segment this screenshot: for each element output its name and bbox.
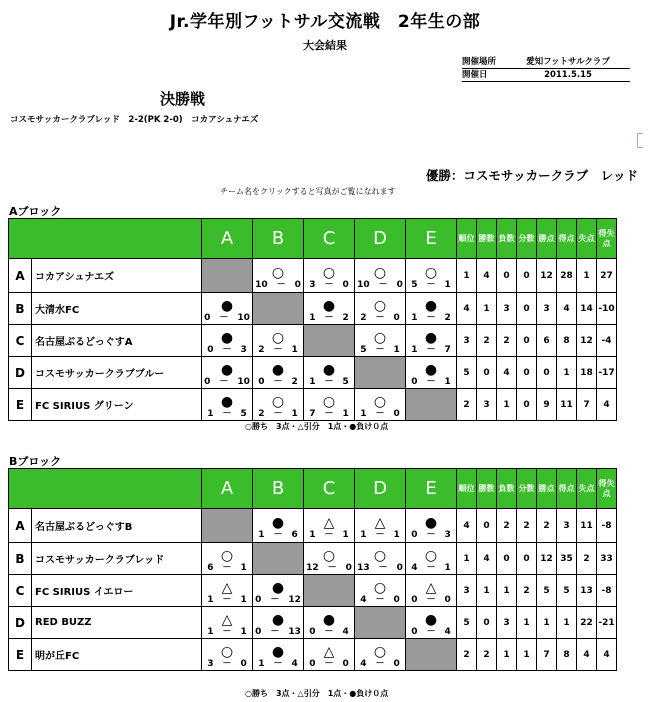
loss-dot-icon: ● [322, 297, 336, 314]
match-result-cell [253, 607, 304, 639]
venue-info [462, 56, 630, 82]
match-result-cell [202, 543, 253, 575]
match-score: 4 － 0 [360, 658, 400, 669]
loss-dot-icon: ● [220, 393, 234, 410]
stat-cell: 1 [537, 607, 557, 639]
match-score: 1 － 0 [360, 408, 400, 419]
stat-header: 失点 [577, 469, 597, 509]
team-name-link[interactable]: 名古屋ぶるどっぐすA [32, 325, 202, 357]
stat-cell: 12 [537, 543, 557, 575]
match-result-cell [253, 509, 304, 543]
stat-cell: 1 [477, 293, 497, 325]
match-result-cell [406, 509, 457, 543]
match-score: 1 － 1 [360, 529, 400, 540]
stat-cell: 6 [537, 325, 557, 357]
block-b-legend: ○勝ち 3点・△引分 1点・●負け０点 [245, 689, 389, 698]
loss-dot-icon: ● [322, 361, 336, 378]
stat-cell: 4 [557, 293, 577, 325]
stat-cell: 12 [537, 259, 557, 293]
self-match-cell [253, 293, 304, 325]
table-row [9, 543, 617, 575]
stat-header: 分数 [517, 469, 537, 509]
stat-cell: 1 [577, 259, 597, 293]
stat-cell: 14 [577, 293, 597, 325]
stat-cell: 28 [557, 259, 577, 293]
stat-cell: 5 [557, 575, 577, 607]
loss-dot-icon: ● [424, 297, 438, 314]
match-score: 0 － 10 [204, 376, 250, 387]
stat-header: 得点 [557, 219, 577, 259]
loss-dot-icon: ● [271, 361, 285, 378]
stat-cell: 18 [577, 357, 597, 389]
column-header-d: D [355, 219, 406, 259]
team-name-link[interactable]: コカアシュナエズ [32, 259, 202, 293]
match-result-cell [406, 357, 457, 389]
stat-cell: 5 [457, 357, 477, 389]
stat-cell: 0 [517, 325, 537, 357]
match-result-cell [253, 325, 304, 357]
match-score: 2 － 1 [258, 408, 298, 419]
stat-cell: 1 [457, 543, 477, 575]
header-team-cell [9, 469, 202, 509]
block-b-table [8, 468, 617, 671]
stat-cell: 35 [557, 543, 577, 575]
stat-cell: 2 [497, 509, 517, 543]
stat-cell: 2 [517, 575, 537, 607]
team-name-link[interactable]: 名古屋ぶるどっぐすB [32, 509, 202, 543]
stat-cell: 4 [477, 543, 497, 575]
match-score: 1 － 5 [309, 376, 349, 387]
match-result-cell [355, 509, 406, 543]
venue-date-label: 開催日 [462, 70, 488, 80]
stat-header: 失点 [577, 219, 597, 259]
stat-cell: 3 [537, 293, 557, 325]
stat-cell: 1 [497, 639, 517, 671]
match-result-cell [355, 639, 406, 671]
stat-cell: 2 [497, 325, 517, 357]
stat-cell: 1 [497, 389, 517, 421]
photo-note: チーム名をクリックすると写真がご覧になれます [220, 187, 396, 196]
match-score: 0 － 4 [309, 626, 349, 637]
stat-cell: 7 [577, 389, 597, 421]
column-header-c: C [304, 219, 355, 259]
table-row [9, 509, 617, 543]
team-name-link[interactable]: コスモサッカークラブブルー [32, 357, 202, 389]
match-score: 4 － 1 [411, 562, 451, 573]
column-header-d: D [355, 469, 406, 509]
stat-cell: 0 [497, 543, 517, 575]
venue-place-row [462, 56, 630, 69]
stat-cell: 4 [597, 639, 617, 671]
final-result: コスモサッカークラブレッド 2-2(PK 2-0) コカアシュナエズ [10, 115, 259, 125]
match-result-cell [355, 543, 406, 575]
match-result-cell [304, 639, 355, 671]
self-match-cell [355, 607, 406, 639]
match-score: 0 － 1 [411, 376, 451, 387]
match-score: 1 － 5 [207, 408, 247, 419]
loss-dot-icon: ● [424, 611, 438, 628]
stat-cell: 5 [457, 607, 477, 639]
block-a-label: Aブロック [9, 205, 62, 218]
match-result-cell [355, 259, 406, 293]
match-score: 1 － 6 [258, 529, 298, 540]
stat-header: 分数 [517, 219, 537, 259]
match-result-cell [304, 259, 355, 293]
match-score: 2 － 1 [258, 344, 298, 355]
stat-header: 順位 [457, 219, 477, 259]
match-score: 1 － 2 [411, 312, 451, 323]
stat-header: 勝点 [537, 469, 557, 509]
stat-header: 負数 [497, 469, 517, 509]
draw-triangle-icon: △ [323, 643, 335, 660]
row-letter: A [9, 259, 32, 293]
stat-cell: 1 [517, 607, 537, 639]
win-circle-icon: ○ [373, 643, 387, 660]
match-score: 1 － 1 [207, 626, 247, 637]
stat-cell: 0 [517, 389, 537, 421]
loss-dot-icon: ● [271, 514, 285, 531]
table-row [9, 325, 617, 357]
match-score: 3 － 0 [207, 658, 247, 669]
match-result-cell [355, 389, 406, 421]
match-result-cell [304, 357, 355, 389]
stat-cell: 4 [577, 639, 597, 671]
match-score: 0 － 13 [255, 626, 301, 637]
self-match-cell [406, 639, 457, 671]
stat-cell: 12 [577, 325, 597, 357]
stat-header: 得失点 [597, 469, 617, 509]
match-result-cell [253, 259, 304, 293]
loss-dot-icon: ● [271, 611, 285, 628]
stat-cell: 4 [457, 293, 477, 325]
stat-cell: 3 [497, 293, 517, 325]
stat-cell: 2 [457, 639, 477, 671]
win-circle-icon: ○ [424, 547, 438, 564]
venue-place-label: 開催場所 [462, 57, 497, 67]
self-match-cell [253, 543, 304, 575]
column-header-a: A [202, 219, 253, 259]
stat-cell: 0 [477, 509, 497, 543]
match-result-cell [253, 357, 304, 389]
stat-cell: 4 [497, 357, 517, 389]
stat-cell: 9 [537, 389, 557, 421]
match-result-cell [406, 293, 457, 325]
row-letter: C [9, 325, 32, 357]
stat-cell: -17 [597, 357, 617, 389]
match-score: 6 － 1 [207, 562, 247, 573]
row-letter: A [9, 509, 32, 543]
match-result-cell [406, 543, 457, 575]
match-score: 1 － 4 [258, 658, 298, 669]
match-score: 7 － 1 [309, 408, 349, 419]
stat-cell: 1 [557, 607, 577, 639]
stat-cell: 7 [537, 639, 557, 671]
column-header-b: B [253, 469, 304, 509]
header-team-cell [9, 219, 202, 259]
win-circle-icon: ○ [271, 393, 285, 410]
match-result-cell [253, 389, 304, 421]
match-score: 2 － 0 [360, 312, 400, 323]
win-circle-icon: ○ [220, 643, 234, 660]
match-score: 0 － 10 [204, 312, 250, 323]
match-score: 1 － 1 [309, 529, 349, 540]
stat-cell: 0 [477, 607, 497, 639]
stat-cell: 3 [497, 607, 517, 639]
stat-cell: 1 [517, 639, 537, 671]
match-score: 5 － 1 [360, 344, 400, 355]
venue-place-value: 愛知フットサルクラブ [526, 57, 610, 67]
stat-cell: 1 [477, 575, 497, 607]
block-b-label: Bブロック [9, 455, 62, 468]
venue-date-row [462, 69, 630, 82]
loss-dot-icon: ● [271, 579, 285, 596]
row-letter: C [9, 575, 32, 607]
loss-dot-icon: ● [424, 329, 438, 346]
match-score: 0 － 4 [411, 626, 451, 637]
match-result-cell [202, 575, 253, 607]
venue-date-value: 2011.5.15 [544, 70, 592, 80]
team-name-link[interactable]: 大清水FC [32, 293, 202, 325]
column-header-c: C [304, 469, 355, 509]
self-match-cell [304, 575, 355, 607]
match-score: 1 － 1 [207, 594, 247, 605]
match-score: 10 － 0 [357, 279, 403, 290]
stat-cell: 2 [517, 509, 537, 543]
win-circle-icon: ○ [373, 547, 387, 564]
stat-cell: 0 [517, 357, 537, 389]
stat-header: 勝数 [477, 469, 497, 509]
stat-cell: -8 [597, 575, 617, 607]
match-result-cell [406, 259, 457, 293]
row-letter: D [9, 607, 32, 639]
table-row [9, 259, 617, 293]
match-result-cell [253, 575, 304, 607]
loss-dot-icon: ● [220, 297, 234, 314]
bracket-icon [637, 133, 643, 148]
table-header-row [9, 219, 617, 259]
win-circle-icon: ○ [373, 264, 387, 281]
table-row [9, 357, 617, 389]
table-row [9, 293, 617, 325]
stat-cell: 1 [457, 259, 477, 293]
match-score: 5 － 1 [411, 279, 451, 290]
champion-text: 優勝：コスモサッカークラブ レッド [425, 168, 638, 183]
loss-dot-icon: ● [271, 643, 285, 660]
table-row [9, 607, 617, 639]
team-name-link[interactable]: コスモサッカークラブレッド [32, 543, 202, 575]
match-score: 4 － 0 [360, 594, 400, 605]
match-result-cell [304, 543, 355, 575]
match-result-cell [304, 293, 355, 325]
stat-cell: 0 [477, 357, 497, 389]
loss-dot-icon: ● [220, 329, 234, 346]
row-letter: D [9, 357, 32, 389]
table-header-row [9, 469, 617, 509]
match-result-cell [304, 509, 355, 543]
team-name-link[interactable]: RED BUZZ [32, 607, 202, 639]
team-name-link[interactable]: FC SIRIUS グリーン [32, 389, 202, 421]
match-result-cell [355, 325, 406, 357]
match-result-cell [406, 325, 457, 357]
stat-cell: 2 [457, 389, 477, 421]
stat-header: 得失点 [597, 219, 617, 259]
stat-cell: 8 [557, 325, 577, 357]
match-result-cell [202, 293, 253, 325]
row-letter: B [9, 293, 32, 325]
stat-cell: 4 [477, 259, 497, 293]
team-name-link[interactable]: 明が丘FC [32, 639, 202, 671]
draw-triangle-icon: △ [221, 611, 233, 628]
page-subtitle: 大会結果 [303, 39, 347, 52]
draw-triangle-icon: △ [323, 514, 335, 531]
win-circle-icon: ○ [271, 264, 285, 281]
win-circle-icon: ○ [373, 579, 387, 596]
final-title: 決勝戦 [160, 90, 206, 108]
match-result-cell [304, 607, 355, 639]
table-row [9, 639, 617, 671]
stat-cell: 2 [537, 509, 557, 543]
table-row [9, 389, 617, 421]
table-row [9, 575, 617, 607]
match-result-cell [355, 293, 406, 325]
stat-cell: 27 [597, 259, 617, 293]
stat-cell: 0 [497, 259, 517, 293]
stat-cell: 1 [497, 575, 517, 607]
match-score: 13 － 0 [357, 562, 403, 573]
stat-cell: 11 [557, 389, 577, 421]
column-header-e: E [406, 219, 457, 259]
stat-cell: 2 [477, 325, 497, 357]
match-score: 1 － 2 [309, 312, 349, 323]
stat-header: 勝点 [537, 219, 557, 259]
column-header-b: B [253, 219, 304, 259]
match-result-cell [304, 389, 355, 421]
stat-cell: 8 [557, 639, 577, 671]
stat-cell: 3 [457, 325, 477, 357]
column-header-e: E [406, 469, 457, 509]
match-score: 0 － 0 [411, 594, 451, 605]
win-circle-icon: ○ [220, 547, 234, 564]
win-circle-icon: ○ [322, 393, 336, 410]
self-match-cell [202, 509, 253, 543]
match-score: 10 － 0 [255, 279, 301, 290]
match-result-cell [202, 639, 253, 671]
row-letter: E [9, 389, 32, 421]
self-match-cell [355, 357, 406, 389]
self-match-cell [202, 259, 253, 293]
stat-cell: 5 [537, 575, 557, 607]
stat-cell: 2 [477, 639, 497, 671]
match-score: 0 － 3 [207, 344, 247, 355]
win-circle-icon: ○ [322, 547, 336, 564]
win-circle-icon: ○ [424, 264, 438, 281]
match-result-cell [202, 607, 253, 639]
match-score: 3 － 0 [309, 279, 349, 290]
stat-cell: 2 [577, 543, 597, 575]
match-score: 0 － 3 [411, 529, 451, 540]
column-header-a: A [202, 469, 253, 509]
loss-dot-icon: ● [322, 611, 336, 628]
page-title: Jr.学年別フットサル交流戦 2年生の部 [169, 12, 481, 32]
match-score: 1 － 7 [411, 344, 451, 355]
match-result-cell [253, 639, 304, 671]
match-result-cell [202, 389, 253, 421]
stat-cell: 3 [477, 389, 497, 421]
win-circle-icon: ○ [373, 329, 387, 346]
match-score: 12 － 0 [306, 562, 352, 573]
draw-triangle-icon: △ [374, 514, 386, 531]
stat-cell: 0 [517, 259, 537, 293]
match-score: 0 － 12 [255, 594, 301, 605]
stat-cell: 4 [457, 509, 477, 543]
win-circle-icon: ○ [373, 297, 387, 314]
stat-header: 順位 [457, 469, 477, 509]
stat-cell: 33 [597, 543, 617, 575]
stat-header: 勝数 [477, 219, 497, 259]
stat-cell: 0 [517, 293, 537, 325]
match-result-cell [202, 325, 253, 357]
match-result-cell [355, 575, 406, 607]
loss-dot-icon: ● [220, 361, 234, 378]
match-result-cell [202, 357, 253, 389]
stat-cell: 1 [557, 357, 577, 389]
stat-cell: 0 [517, 543, 537, 575]
stat-cell: 3 [557, 509, 577, 543]
stat-cell: 0 [537, 357, 557, 389]
loss-dot-icon: ● [424, 514, 438, 531]
stat-cell: -8 [597, 509, 617, 543]
row-letter: B [9, 543, 32, 575]
stat-cell: -4 [597, 325, 617, 357]
row-letter: E [9, 639, 32, 671]
draw-triangle-icon: △ [221, 579, 233, 596]
stat-cell: 13 [577, 575, 597, 607]
self-match-cell [406, 389, 457, 421]
draw-triangle-icon: △ [425, 579, 437, 596]
win-circle-icon: ○ [373, 393, 387, 410]
stat-header: 負数 [497, 219, 517, 259]
win-circle-icon: ○ [271, 329, 285, 346]
stat-cell: -21 [597, 607, 617, 639]
stat-cell: 11 [577, 509, 597, 543]
stat-cell: 3 [457, 575, 477, 607]
stat-cell: 4 [597, 389, 617, 421]
match-score: 0 － 0 [309, 658, 349, 669]
self-match-cell [304, 325, 355, 357]
block-a-legend: ○勝ち 3点・△引分 1点・●負け０点 [245, 422, 389, 431]
stat-header: 得点 [557, 469, 577, 509]
stat-cell: -10 [597, 293, 617, 325]
match-result-cell [406, 575, 457, 607]
match-score: 0 － 2 [258, 376, 298, 387]
stat-cell: 22 [577, 607, 597, 639]
block-a-table [8, 218, 617, 421]
team-name-link[interactable]: FC SIRIUS イエロー [32, 575, 202, 607]
win-circle-icon: ○ [322, 264, 336, 281]
match-result-cell [406, 607, 457, 639]
loss-dot-icon: ● [424, 361, 438, 378]
